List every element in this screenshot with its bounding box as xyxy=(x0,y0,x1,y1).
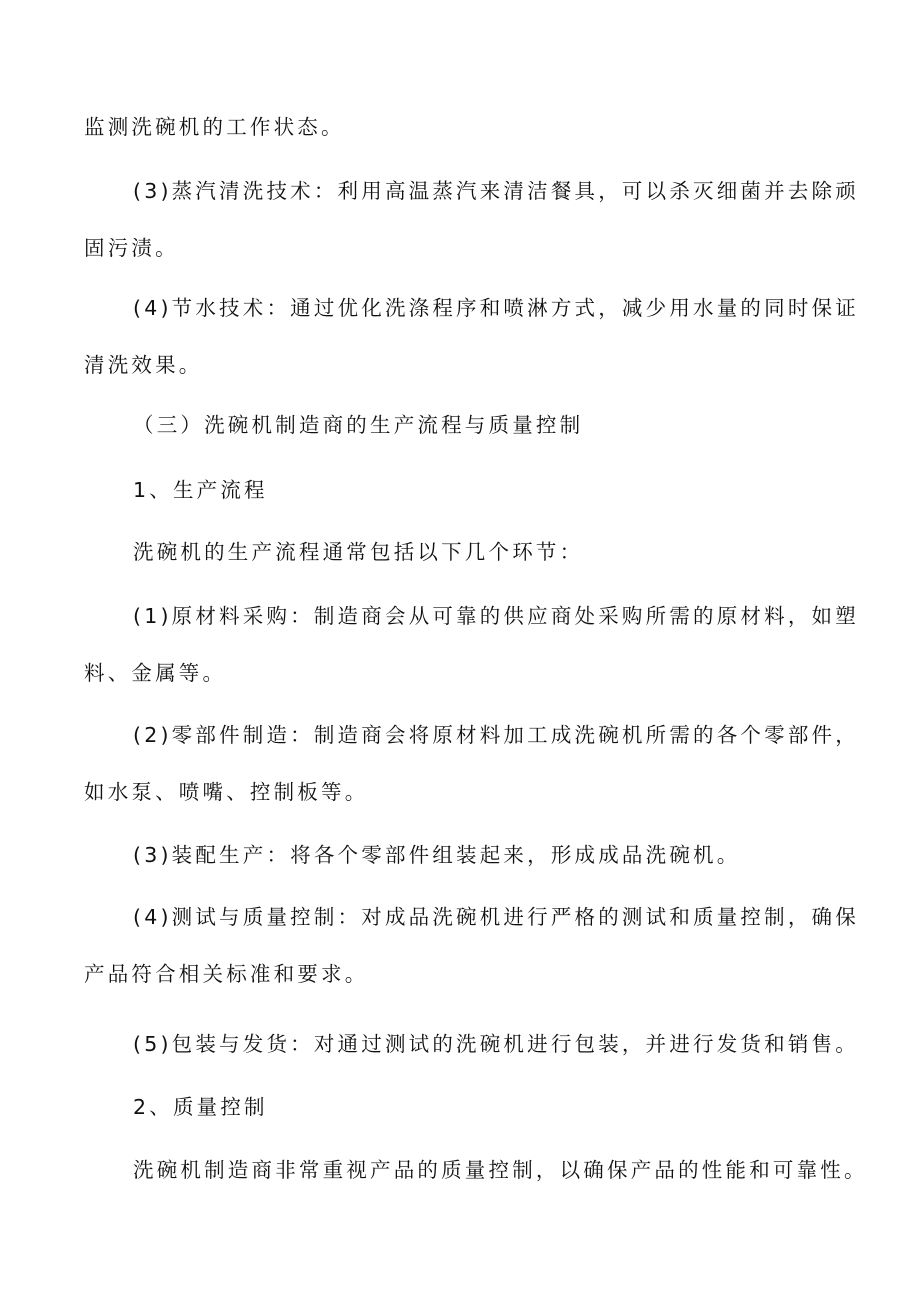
subsection-heading: 1、生产流程 xyxy=(133,478,268,502)
list-item-line: (5)包装与发货：对通过测试的洗碗机进行包装，并进行发货和销售。 xyxy=(133,1032,859,1056)
list-item-line: (4)测试与质量控制：对成品洗碗机进行严格的测试和质量控制，确保 xyxy=(133,905,859,929)
list-item-line: (3)装配生产：将各个零部件组装起来，形成成品洗碗机。 xyxy=(133,843,741,867)
subsection-heading: 2、质量控制 xyxy=(133,1095,268,1119)
paragraph-line: 固污渍。 xyxy=(84,236,179,260)
list-item-line: 产品符合相关标准和要求。 xyxy=(84,962,369,986)
list-item-line: (2)零部件制造：制造商会将原材料加工成洗碗机所需的各个零部件， xyxy=(133,723,859,747)
paragraph-line: 洗碗机制造商非常重视产品的质量控制，以确保产品的性能和可靠性。 xyxy=(133,1158,868,1182)
list-item-line: (1)原材料采购：制造商会从可靠的供应商处采购所需的原材料，如塑 xyxy=(133,604,859,628)
paragraph-line: 洗碗机的生产流程通常包括以下几个环节： xyxy=(133,540,584,564)
paragraph-line: 监测洗碗机的工作状态。 xyxy=(84,115,345,139)
paragraph-line: 清洗效果。 xyxy=(84,353,203,377)
list-item-line: 料、金属等。 xyxy=(84,661,227,685)
list-item-line: 如水泵、喷嘴、控制板等。 xyxy=(84,780,369,804)
section-heading: （三）洗碗机制造商的生产流程与质量控制 xyxy=(133,413,584,437)
paragraph-line: (4)节水技术：通过优化洗涤程序和喷淋方式，减少用水量的同时保证 xyxy=(133,296,859,320)
paragraph-line: (3)蒸汽清洗技术：利用高温蒸汽来清洁餐具，可以杀灭细菌并去除顽 xyxy=(133,179,859,203)
